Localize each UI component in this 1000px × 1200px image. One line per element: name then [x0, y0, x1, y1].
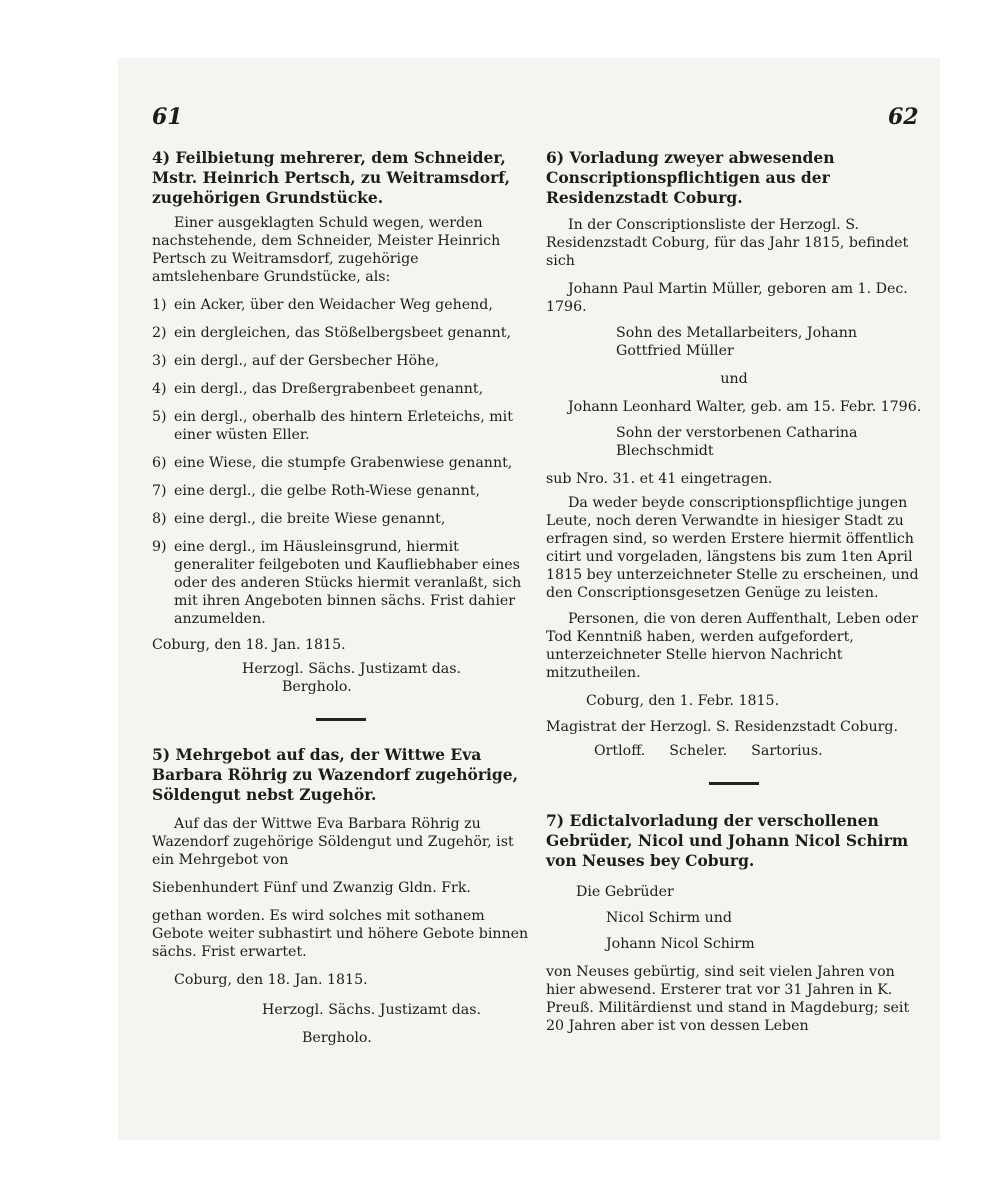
item-number: 9) [152, 539, 167, 555]
item-text: eine dergl., die gelbe Roth-Wiese genannt, [174, 483, 481, 499]
parent-entry: Sohn des Metallarbeiters, Johann Gottfried Müller [616, 325, 858, 359]
signer-name: Sartorius. [751, 743, 823, 759]
item-text: ein dergleichen, das Stößelbergsbeet genannt, [174, 325, 512, 341]
person-entry: Johann Paul Martin Müller, geboren am 1. Dec. 1796. [546, 281, 908, 315]
person-entry: Johann Leonhard Walter, geb. am 15. Febr. 1796. [568, 399, 922, 415]
section-divider [709, 782, 759, 785]
section-6-intro: In der Conscriptionsliste der Herzogl. S. Residenzstadt Coburg, für das Jahr 1815, befindet sich [546, 217, 909, 269]
section-6-signers [546, 742, 922, 760]
right-column [546, 148, 922, 1035]
signer-name: Ortloff. [594, 743, 646, 759]
section-divider [316, 718, 366, 721]
item-number: 4) [152, 381, 167, 397]
section-7-heading: 7) Edictalvorladung der verschollenen Gebrüder, Nicol und Johann Nicol Schirm von Neuses bey Coburg. [546, 811, 909, 870]
section-7-paragraph-1: von Neuses gebürtig, sind seit vielen Jahren von hier abwesend. Ersterer trat vor 31 Jahren in K. Preuß. Militärdienst und stand in Magdeburg; seit 20 Jahren aber ist von dessen Leben [546, 964, 910, 1034]
list-item [152, 324, 530, 342]
item-number: 3) [152, 353, 167, 369]
section-4-heading: 4) Feilbietung mehrerer, dem Schneider, Mstr. Heinrich Pertsch, zu Weitramsdorf, zugehörigen Grundstücke. [152, 148, 510, 207]
item-number: 5) [152, 409, 167, 425]
section-7-line: Johann Nicol Schirm [606, 936, 755, 952]
item-number: 1) [152, 297, 167, 313]
section-4-item-list [152, 296, 530, 628]
section-5-heading: 5) Mehrgebot auf das, der Wittwe Eva Barbara Röhrig zu Wazendorf zugehörige, Söldengut nebst Zugehör. [152, 745, 519, 804]
item-number: 7) [152, 483, 167, 499]
section-6-paragraph-1: Da weder beyde conscriptionspflichtige jungen Leute, noch deren Verwandte in hiesiger Stadt zu erfragen sind, so werden Erstere hiermit öffentlich citirt und vorgeladen, längstens bis zum 1ten April 1815 bey unterzeichneter Stelle zu erscheinen, und den Conscriptionsgesetzen Genüge zu leisten. [546, 495, 919, 601]
list-item [152, 538, 530, 628]
signer-name: Scheler. [669, 743, 728, 759]
section-5-paragraph-1: Auf das der Wittwe Eva Barbara Röhrig zu Wazendorf zugehörige Söldengut und Zugehör, ist ein Mehrgebot von [152, 816, 514, 868]
section-5-date: Coburg, den 18. Jan. 1815. [174, 972, 368, 988]
section-6-paragraph-2: Personen, die von deren Auffenthalt, Leben oder Tod Kenntniß haben, werden aufgefordert, unterzeichneter Stelle hiervon Nachricht mitzutheilen. [546, 611, 918, 681]
section-5-signature-office: Herzogl. Sächs. Justizamt das. [262, 1002, 482, 1018]
section-6-date: Coburg, den 1. Febr. 1815. [586, 693, 780, 709]
list-item [152, 408, 530, 444]
list-item [152, 454, 530, 472]
section-4-intro: Einer ausgeklagten Schuld wegen, werden nachstehende, dem Schneider, Meister Heinrich Pertsch zu Weitramsdorf, zugehörige amtslehenbare Grundstücke, als: [152, 215, 501, 285]
section-4-date: Coburg, den 18. Jan. 1815. [152, 637, 346, 653]
list-item [152, 510, 530, 528]
section-4-signature-name: Bergholo. [282, 679, 352, 695]
section-4-signature-office: Herzogl. Sächs. Justizamt das. [242, 661, 462, 677]
item-text: eine dergl., im Häusleinsgrund, hiermit generaliter feilgeboten und Kaufliebhaber eines oder des anderen Stücks hiermit veranlaßt, sich mit ihren Angeboten binnen sächs. Frist dahier anzumelden. [174, 539, 522, 627]
section-5-signature-name: Bergholo. [302, 1030, 372, 1046]
item-text: ein dergl., oberhalb des hintern Erleteichs, mit einer wüsten Eller. [174, 409, 513, 443]
item-text: ein dergl., auf der Gersbecher Höhe, [174, 353, 440, 369]
item-number: 8) [152, 511, 167, 527]
page-number-left: 61 [152, 104, 183, 130]
section-5-amount: Siebenhundert Fünf und Zwanzig Gldn. Frk. [152, 880, 471, 896]
section-6-office: Magistrat der Herzogl. S. Residenzstadt Coburg. [546, 719, 898, 735]
conjunction: und [720, 371, 748, 387]
register-reference: sub Nro. 31. et 41 eingetragen. [546, 471, 773, 487]
section-7-line: Die Gebrüder [576, 884, 674, 900]
list-item [152, 380, 530, 398]
section-6-heading: 6) Vorladung zweyer abwesenden Conscriptionspflichtigen aus der Residenzstadt Coburg. [546, 148, 835, 207]
item-text: eine dergl., die breite Wiese genannt, [174, 511, 446, 527]
list-item [152, 352, 530, 370]
page-number-right: 62 [888, 104, 919, 130]
item-text: ein dergl., das Dreßergrabenbeet genannt, [174, 381, 484, 397]
left-column [152, 148, 530, 1047]
section-7-line: Nicol Schirm und [606, 910, 732, 926]
item-text: eine Wiese, die stumpfe Grabenwiese genannt, [174, 455, 513, 471]
item-number: 2) [152, 325, 167, 341]
item-number: 6) [152, 455, 167, 471]
newspaper-page [118, 58, 940, 1140]
section-5-paragraph-2: gethan worden. Es wird solches mit sothanem Gebote weiter subhastirt und höhere Gebote binnen sächs. Frist erwartet. [152, 908, 529, 960]
item-text: ein Acker, über den Weidacher Weg gehend, [174, 297, 493, 313]
parent-entry: Sohn der verstorbenen Catharina Blechschmidt [616, 425, 858, 459]
list-item [152, 296, 530, 314]
list-item [152, 482, 530, 500]
